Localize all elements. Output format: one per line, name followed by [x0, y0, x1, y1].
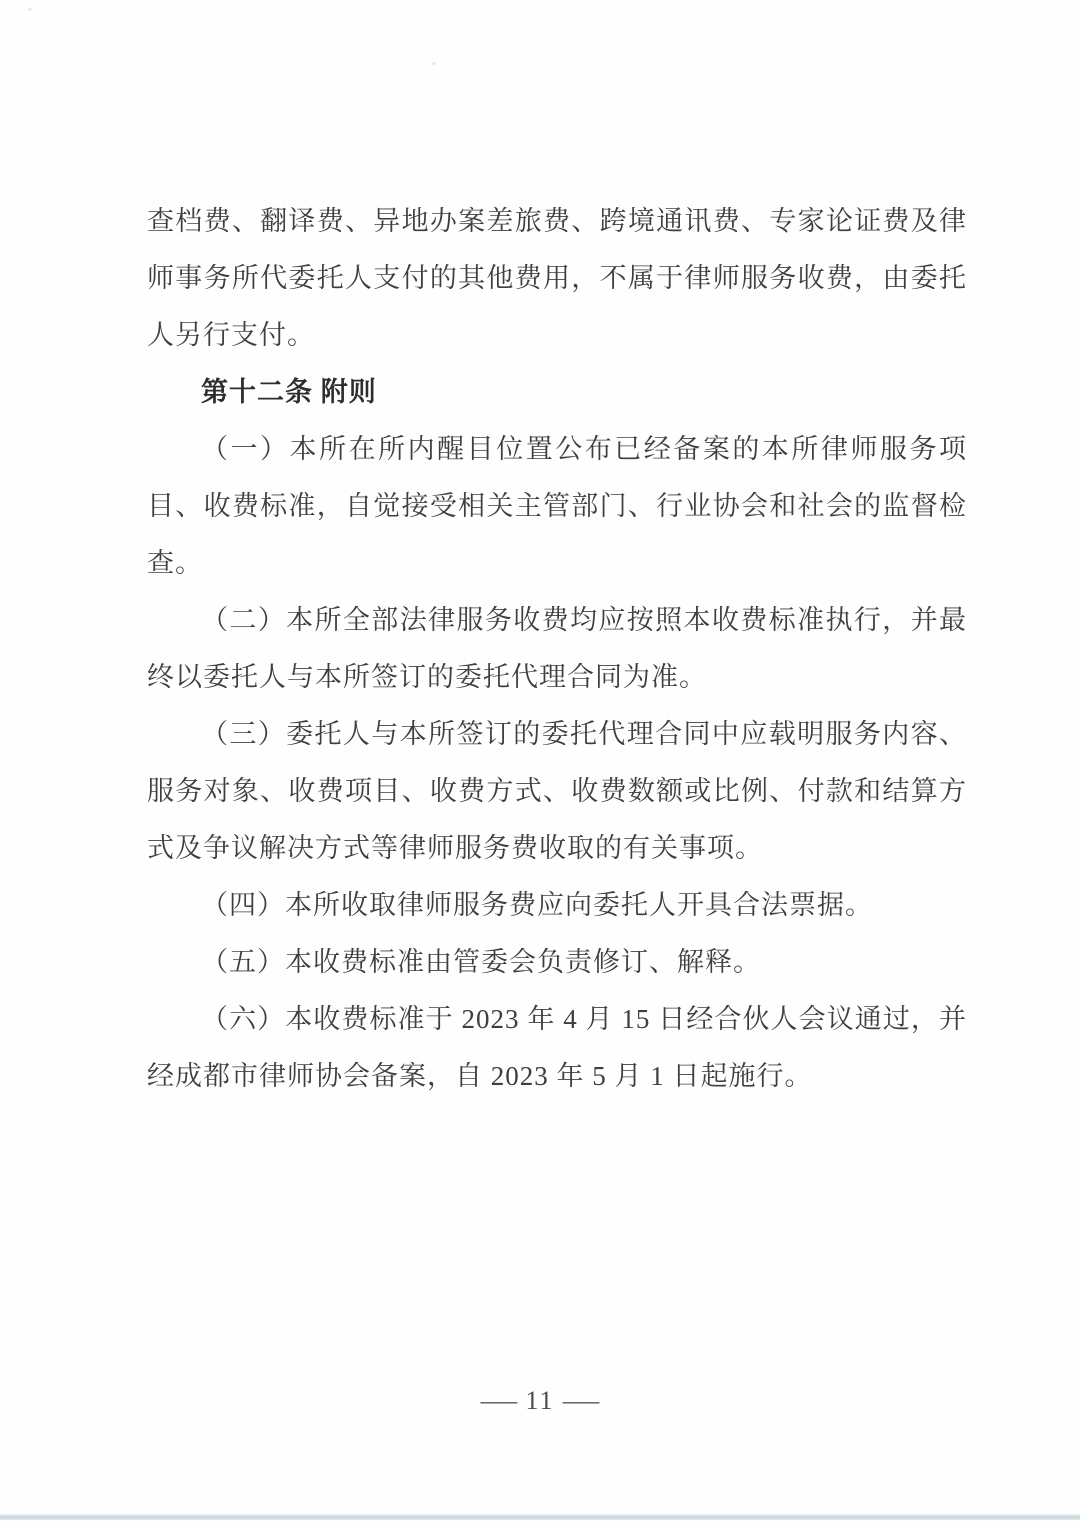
document-body [147, 193, 967, 1105]
clause-2-fees-per-standard: （二）本所全部法律服务收费均应按照本收费标准执行，并最终以委托人与本所签订的委托代理合同为准。 [147, 605, 967, 692]
scan-bottom-edge-line [0, 1514, 1080, 1520]
clause-3-contract-contents: （三）委托人与本所签订的委托代理合同中应载明服务内容、服务对象、收费项目、收费方式、收费数额或比例、付款和结算方式及争议解决方式等律师服务费收取的有关事项。 [147, 719, 967, 863]
clause-1-publication-of-fees: （一）本所在所内醒目位置公布已经备案的本所律师服务项目、收费标准，自觉接受相关主管部门、行业协会和社会的监督检查。 [147, 434, 967, 578]
scan-speck [432, 62, 436, 65]
clause-4-legal-invoices: （四）本所收取律师服务费应向委托人开具合法票据。 [201, 890, 873, 920]
footer-left-dash: — [481, 1386, 518, 1415]
footer-right-dash: — [562, 1386, 599, 1415]
paragraph-fee-exclusions-continuation: 查档费、翻译费、异地办案差旅费、跨境通讯费、专家论证费及律师事务所代委托人支付的其他费用，不属于律师服务收费，由委托人另行支付。 [147, 206, 967, 350]
page-footer [0, 1386, 1080, 1416]
clause-6-effective-date: （六）本收费标准于 2023 年 4 月 15 日经合伙人会议通过，并经成都市律师协会备案，自 2023 年 5 月 1 日起施行。 [147, 1004, 967, 1091]
scan-speck [28, 8, 32, 11]
page-number: 11 [525, 1386, 555, 1415]
clause-5-revision-interpretation: （五）本收费标准由管委会负责修订、解释。 [201, 947, 761, 977]
heading-article-12: 第十二条 附则 [201, 377, 377, 407]
